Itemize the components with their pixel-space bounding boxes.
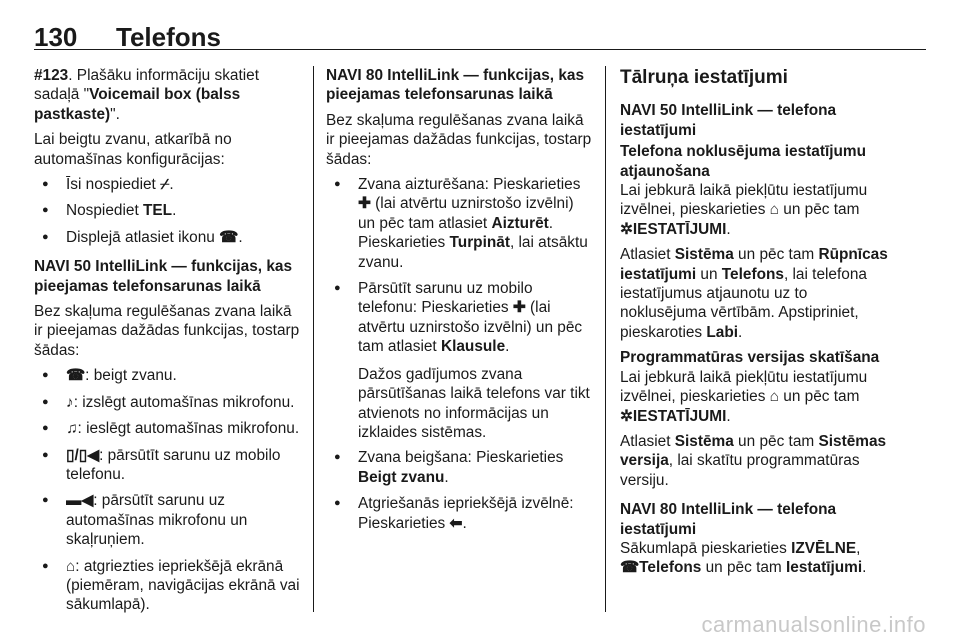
section-title-navi80: NAVI 80 IntelliLink — funkcijas, kas pieejamas telefonsarunas laikā [326, 67, 585, 104]
subsection-title: Programmatūras versijas skatīšana [620, 349, 880, 367]
navi80-function-list [326, 175, 594, 357]
list-item: ● ⌂: atgriezties iepriekšējā ekrānā (piemēram, navigācijas ekrānā vai sākumlapā). [34, 557, 300, 615]
transfer-to-phone-icon: ▯/▯◀ [66, 446, 100, 464]
column-3 [620, 66, 890, 584]
list-item: ● ♫: ieslēgt automašīnas mikrofonu. [34, 419, 300, 438]
paragraph: Sākumlapā pieskarieties IZVĒLNE, ☎Telefons un pēc tam Iestatījumi. [620, 539, 867, 577]
phone-icon: ☎ [620, 559, 640, 577]
watermark: carmanualsonline.info [701, 612, 926, 637]
section-heading: Tālruņa iestatījumi [620, 67, 788, 88]
paragraph: Lai jebkurā laikā piekļūtu iestatījumu izvēlnei, pieskarieties ⌂ un pēc tam ✲IESTATĪJUMI. [620, 368, 868, 425]
page-title: Telefons [116, 22, 221, 52]
list-item: ● ♪: izslēgt automašīnas mikrofonu. [34, 393, 300, 412]
page-header [34, 22, 926, 52]
list-item: ● ☎: beigt zvanu. [34, 366, 300, 385]
hang-up-button-icon: ⌿ [160, 176, 170, 194]
reference-number: #123 [34, 67, 69, 84]
list-item: ● Nospiediet TEL. [34, 201, 300, 220]
mic-unmute-icon: ♫ [66, 420, 78, 438]
end-call-icon: ☎ [219, 228, 239, 246]
list-item: ● ▬◀: pārsūtīt sarunu uz automašīnas mikrofonu un skaļruņiem. [34, 491, 300, 549]
home-icon: ⌂ [769, 201, 779, 219]
list-item: ● Zvana beigšana: Pieskarieties Beigt zvanu. [326, 448, 594, 487]
end-call-list [34, 175, 300, 247]
list-item: ● Displejā atlasiet ikonu ☎. [34, 228, 300, 247]
column-divider-1 [313, 66, 314, 612]
list-item: ● Pārsūtīt sarunu uz mobilo telefonu: Pieskarieties ✚ (lai atvērtu uznirstošo izvēlni) un pēc tam atlasiet Klausule. [326, 279, 594, 357]
section-title-navi50: NAVI 50 IntelliLink — funkcijas, kas pieejamas telefonsarunas laikā [34, 258, 293, 295]
paragraph: Lai jebkurā laikā piekļūtu iestatījumu izvēlnei, pieskarieties ⌂ un pēc tam ✲IESTATĪJUMI. [620, 182, 868, 238]
transfer-note: Dažos gadījumos zvana pārsūtīšanas laikā telefons var tikt atvienots no informācijas un izklaides sistēmas. [358, 365, 590, 441]
section-intro-navi80: Bez skaļuma regulēšanas zvana laikā ir pieejamas dažādas funkcijas, tostarp šādas: [326, 111, 592, 168]
home-icon: ⌂ [769, 388, 779, 406]
list-item: ● Zvana aizturēšana: Pieskarieties ✚ (lai atvērtu uznirstošo izvēlni) un pēc tam atlasiet Aizturēt. Pieskarieties Turpināt, lai atsāktu zvanu. [326, 175, 594, 272]
list-item: ● Atgriešanās iepriekšējā izvēlnē: Pieskarieties ⬅. [326, 494, 594, 533]
paragraph: Atlasiet Sistēma un pēc tam Sistēmas versija, lai skatītu programmatūras versiju. [620, 432, 887, 489]
page-number: 130 [34, 22, 78, 52]
column-1 [34, 66, 300, 623]
voicemail-paragraph: #123. Plašāku informāciju skatiet sadaļā "Voicemail box (balss pastkaste)". [34, 67, 260, 123]
column-divider-2 [605, 66, 606, 612]
mic-mute-icon: ♪ [66, 393, 74, 411]
navi50-function-list [34, 366, 300, 614]
list-item: ● Īsi nospiediet ⌿. [34, 175, 300, 194]
subsection-title: Telefona noklusējuma iestatījumu atjaunošana [620, 143, 867, 180]
column-2 [326, 66, 594, 541]
gear-icon: ✲ [620, 407, 633, 425]
back-arrow-icon: ⬅ [449, 514, 463, 532]
end-call-icon: ☎ [66, 367, 86, 385]
paragraph: Atlasiet Sistēma un pēc tam Rūpnīcas iestatījumi un Telefons, lai telefona iestatījumus atjaunotu uz to noklusējuma vērtībām. Apstipriniet, pieskaroties Labi. [620, 246, 888, 341]
transfer-to-car-icon: ▬◀ [66, 492, 94, 510]
section-intro-navi50: Bez skaļuma regulēšanas zvana laikā ir pieejamas dažādas funkcijas, tostarp šādas: [34, 303, 300, 359]
navi80-function-list-2 [326, 448, 594, 533]
list-item: ● ▯/▯◀: pārsūtīt sarunu uz mobilo telefonu. [34, 446, 300, 485]
gear-icon: ✲ [620, 220, 633, 238]
subsection-title: NAVI 50 IntelliLink — telefona iestatījumi [620, 102, 837, 139]
home-icon: ⌂ [66, 557, 76, 575]
plus-icon: ✚ [358, 195, 371, 213]
header-rule [34, 49, 926, 50]
subsection-title: NAVI 80 IntelliLink — telefona iestatījumi [620, 501, 837, 538]
plus-icon: ✚ [512, 299, 526, 317]
end-call-intro: Lai beigtu zvanu, atkarībā no automašīnas konfigurācijas: [34, 131, 232, 168]
